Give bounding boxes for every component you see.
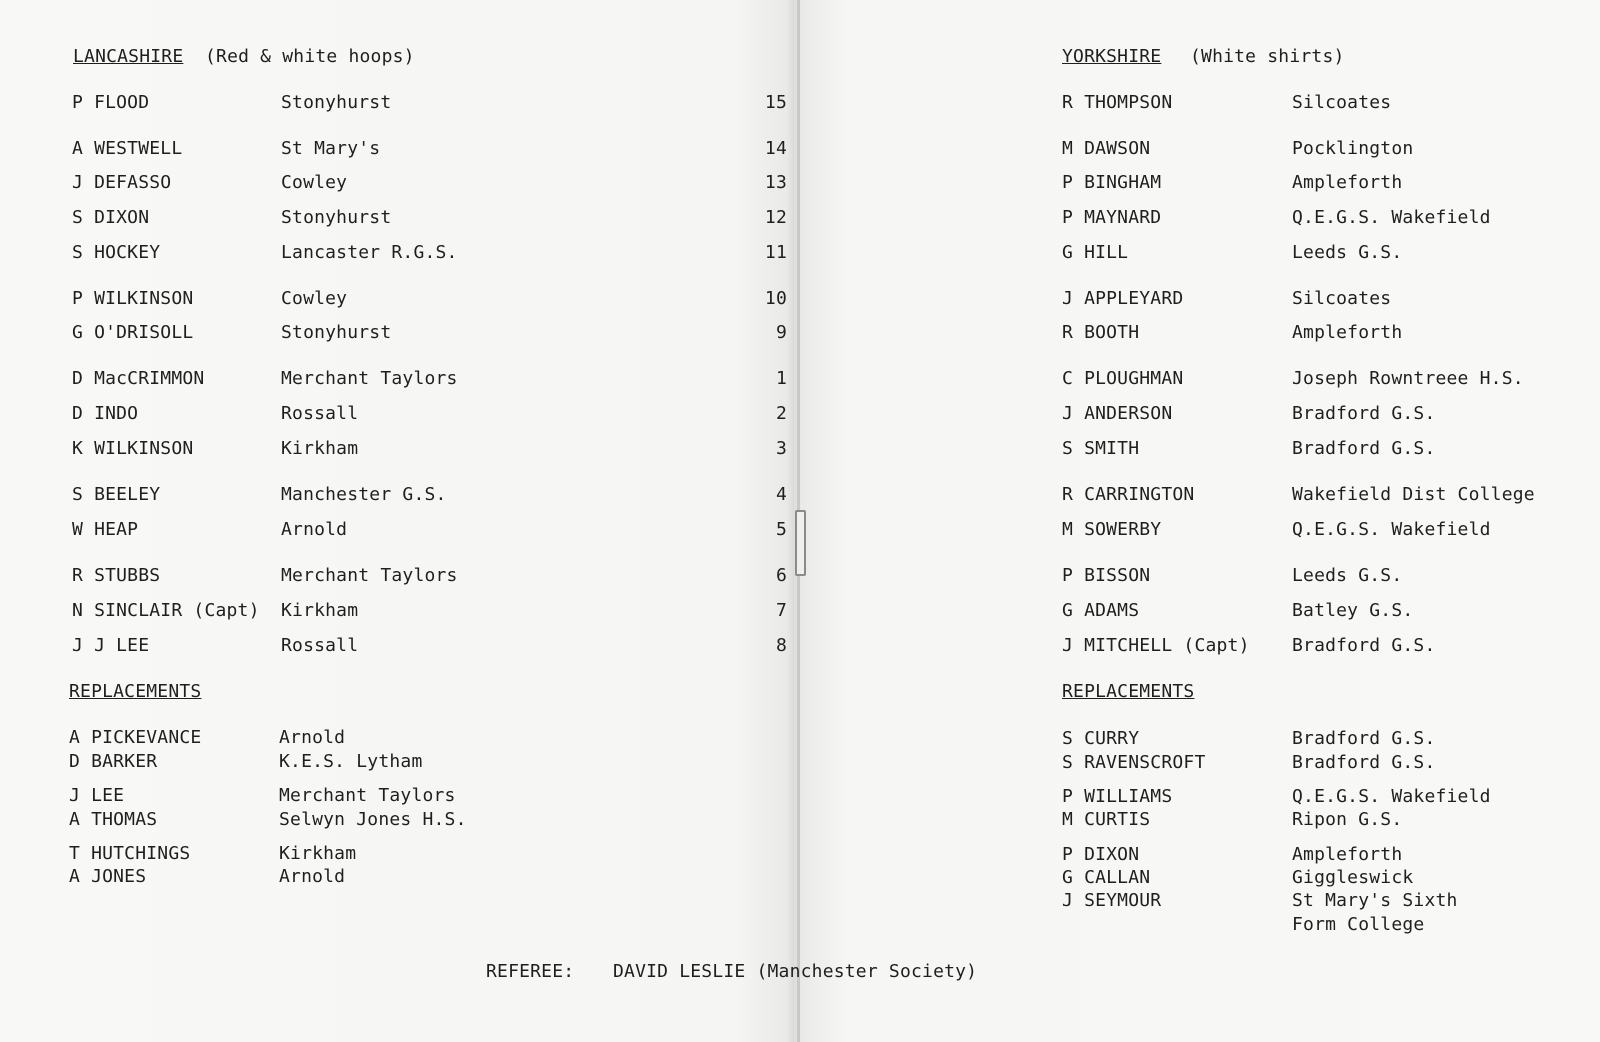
player-name: R THOMPSON (1062, 92, 1173, 113)
player-school: Leeds G.S. (1292, 242, 1403, 263)
replacement-name: T HUTCHINGS (69, 843, 191, 864)
replacement-name: A JONES (69, 866, 147, 887)
player-school: Bradford G.S. (1292, 403, 1436, 424)
replacement-school: Arnold (279, 727, 346, 748)
player-name: R STUBBS (72, 565, 161, 586)
player-name: P FLOOD (72, 92, 150, 113)
replacement-name: S CURRY (1062, 728, 1140, 749)
player-school: Leeds G.S. (1292, 565, 1403, 586)
player-name: S HOCKEY (72, 242, 161, 263)
player-school: Stonyhurst (281, 207, 392, 228)
player-school: Silcoates (1292, 288, 1392, 309)
player-name: D MacCRIMMON (72, 368, 205, 389)
player-school: Merchant Taylors (281, 565, 458, 586)
player-school: Manchester G.S. (281, 484, 447, 505)
replacement-name: J SEYMOUR (1062, 890, 1162, 911)
player-name: S DIXON (72, 207, 150, 228)
player-school: Batley G.S. (1292, 600, 1414, 621)
player-name: P MAYNARD (1062, 207, 1162, 228)
player-name: W HEAP (72, 519, 139, 540)
player-number: 3 (775, 438, 787, 459)
replacement-name: P WILLIAMS (1062, 786, 1173, 807)
replacement-name: A PICKEVANCE (69, 727, 202, 748)
player-school: Cowley (281, 288, 348, 309)
player-name: M DAWSON (1062, 138, 1151, 159)
replacement-school: St Mary's Sixth (1292, 890, 1458, 911)
player-name: A WESTWELL (72, 138, 183, 159)
player-school: Wakefield Dist College (1292, 484, 1535, 505)
player-number: 9 (775, 322, 787, 343)
player-number: 4 (775, 484, 787, 505)
player-school: Lancaster R.G.S. (281, 242, 458, 263)
player-school: Stonyhurst (281, 322, 392, 343)
lancashire-title: LANCASHIRE (73, 46, 184, 67)
player-name: K WILKINSON (72, 438, 194, 459)
player-number: 11 (764, 242, 787, 263)
player-name: R CARRINGTON (1062, 484, 1195, 505)
lancashire-colours: (Red & white hoops) (205, 46, 415, 67)
player-name: S BEELEY (72, 484, 161, 505)
player-name: G O'DRISOLL (72, 322, 194, 343)
replacement-name: S RAVENSCROFT (1062, 752, 1206, 773)
player-school: Merchant Taylors (281, 368, 458, 389)
replacement-school: Kirkham (279, 843, 357, 864)
replacement-name: J LEE (69, 785, 125, 806)
yorkshire-replacements-heading: REPLACEMENTS (1062, 681, 1195, 702)
player-school: Q.E.G.S. Wakefield (1292, 207, 1491, 228)
player-school: Joseph Rowntreee H.S. (1292, 368, 1524, 389)
referee-name: DAVID LESLIE (Manchester Society) (613, 961, 978, 982)
replacement-school: Merchant Taylors (279, 785, 456, 806)
player-school: Ampleforth (1292, 172, 1403, 193)
player-school: Arnold (281, 519, 348, 540)
replacement-name: G CALLAN (1062, 867, 1151, 888)
player-school: Kirkham (281, 600, 359, 621)
player-number: 6 (775, 565, 787, 586)
player-school: Ampleforth (1292, 322, 1403, 343)
player-name: S SMITH (1062, 438, 1140, 459)
player-school: St Mary's (281, 138, 381, 159)
player-name: J APPLEYARD (1062, 288, 1184, 309)
replacement-school: Form College (1292, 914, 1425, 935)
player-number: 12 (764, 207, 787, 228)
player-number: 7 (775, 600, 787, 621)
replacement-name: D BARKER (69, 751, 158, 772)
replacement-school: Arnold (279, 866, 346, 887)
player-school: Rossall (281, 403, 359, 424)
player-name: J J LEE (72, 635, 150, 656)
player-number: 10 (764, 288, 787, 309)
replacement-school: Q.E.G.S. Wakefield (1292, 786, 1491, 807)
player-school: Bradford G.S. (1292, 438, 1436, 459)
player-number: 2 (775, 403, 787, 424)
replacement-name: M CURTIS (1062, 809, 1151, 830)
replacement-school: Giggleswick (1292, 867, 1414, 888)
player-name: C PLOUGHMAN (1062, 368, 1184, 389)
player-school: Kirkham (281, 438, 359, 459)
player-name: P WILKINSON (72, 288, 194, 309)
replacement-school: Ampleforth (1292, 844, 1403, 865)
player-school: Pocklington (1292, 138, 1414, 159)
lancashire-replacements-heading: REPLACEMENTS (69, 681, 202, 702)
player-number: 13 (764, 172, 787, 193)
player-name: G HILL (1062, 242, 1129, 263)
player-school: Cowley (281, 172, 348, 193)
replacement-school: Ripon G.S. (1292, 809, 1403, 830)
player-school: Bradford G.S. (1292, 635, 1436, 656)
player-school: Stonyhurst (281, 92, 392, 113)
replacement-school: Bradford G.S. (1292, 728, 1436, 749)
replacement-name: P DIXON (1062, 844, 1140, 865)
player-school: Rossall (281, 635, 359, 656)
player-number: 14 (764, 138, 787, 159)
player-name: D INDO (72, 403, 139, 424)
player-name: G ADAMS (1062, 600, 1140, 621)
player-number: 8 (775, 635, 787, 656)
player-name: P BINGHAM (1062, 172, 1162, 193)
player-number: 15 (764, 92, 787, 113)
player-name: J ANDERSON (1062, 403, 1173, 424)
yorkshire-title: YORKSHIRE (1062, 46, 1162, 67)
player-name: J MITCHELL (Capt) (1062, 635, 1250, 656)
player-school: Silcoates (1292, 92, 1392, 113)
replacement-school: K.E.S. Lytham (279, 751, 423, 772)
player-name: P BISSON (1062, 565, 1151, 586)
replacement-name: A THOMAS (69, 809, 158, 830)
player-name: R BOOTH (1062, 322, 1140, 343)
referee-label: REFEREE: (486, 961, 575, 982)
staple (795, 510, 806, 576)
replacement-school: Bradford G.S. (1292, 752, 1436, 773)
player-school: Q.E.G.S. Wakefield (1292, 519, 1491, 540)
player-name: N SINCLAIR (Capt) (72, 600, 260, 621)
yorkshire-colours: (White shirts) (1190, 46, 1345, 67)
player-number: 1 (775, 368, 787, 389)
replacement-school: Selwyn Jones H.S. (279, 809, 467, 830)
player-name: M SOWERBY (1062, 519, 1162, 540)
player-number: 5 (775, 519, 787, 540)
player-name: J DEFASSO (72, 172, 172, 193)
